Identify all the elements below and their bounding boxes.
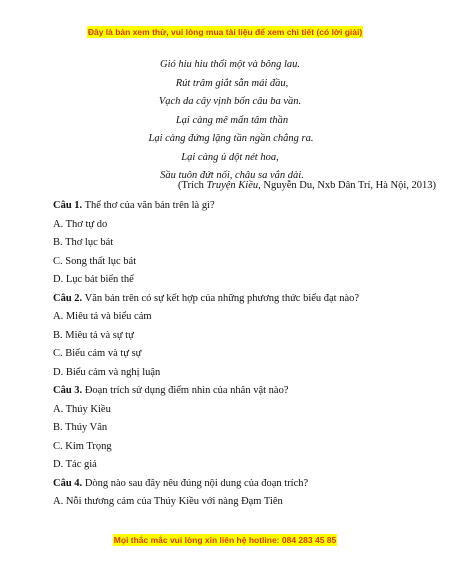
question-4 [53,475,423,494]
poem-line: Sầu tuôn đứt nối, châu sa vắn dài. [160,170,304,181]
question-text: Đoạn trích sử dụng điểm nhìn của nhân vật nào? [82,385,289,396]
answer-option: A. Nỗi thương cảm của Thúy Kiều với nàng Đạm Tiên [53,496,283,507]
answer-option: B. Miêu tả và sự tự [53,329,134,341]
hotline-text: Mọi thắc mắc vui lòng xin liên hệ hotline: 084 283 45 85 [113,535,337,545]
question-number: Câu 2. [53,292,83,304]
question-text: Dòng nào sau đây nêu đúng nội dung của đoạn trích? [82,477,309,489]
answer-option: D. Tác giả [53,459,97,470]
question-3 [53,382,423,401]
citation-suffix: , Nguyễn Du, Nxb Dân Trí, Hà Nội, 2013) [258,180,437,191]
hotline-banner [0,535,450,545]
answer-option: C. Song thất lục bát [53,255,137,267]
question-number: Câu 3. [53,385,83,396]
poem-line: Lại càng đứng lặng tần ngần chẳng ra. [148,133,314,144]
poem-line: Rút trâm giắt sẵn mái đầu, [175,77,289,89]
answer-option: B. Thúy Vân [53,422,108,433]
poem-excerpt [0,56,450,186]
question-number: Câu 4. [53,477,83,489]
question-2 [53,290,423,309]
question-number: Câu 1. [53,200,83,211]
citation-book-title: Truyện Kiều [206,180,259,191]
poem-line: Lại càng ủ dột nét hoa, [181,151,279,163]
answer-option: C. Kim Trọng [53,440,112,452]
answer-option: A. Thúy Kiều [53,403,111,415]
answer-option: D. Biểu cảm và nghị luận [53,366,161,378]
answer-option: D. Lục bát biến thể [53,274,134,285]
answer-option: A. Miêu tả và biểu cảm [53,311,152,322]
preview-notice-banner [0,27,450,37]
answer-option: A. Thơ tự do [53,218,108,230]
answer-option: C. Biểu cảm và tự sự [53,348,142,359]
preview-notice-text: Đây là bản xem thử, vui lòng mua tài liệu để xem chi tiết (có lời giải) [87,27,363,37]
poem-line: Lại càng mê mẩn tâm thần [175,114,289,126]
poem-line: Vạch da cây vịnh bốn câu ba vần. [158,96,302,107]
question-list [53,197,423,512]
question-text: Thể thơ của văn bản trên là gì? [82,200,215,211]
answer-option: B. Thơ lục bát [53,237,114,248]
question-text: Văn bản trên có sự kết hợp của những phương thức biểu đạt nào? [82,292,360,304]
poem-line: Gió hiu hiu thổi một và bông lau. [160,59,300,70]
citation-prefix: (Trích [178,180,207,191]
poem-source-citation [178,180,436,191]
question-1 [53,197,423,216]
